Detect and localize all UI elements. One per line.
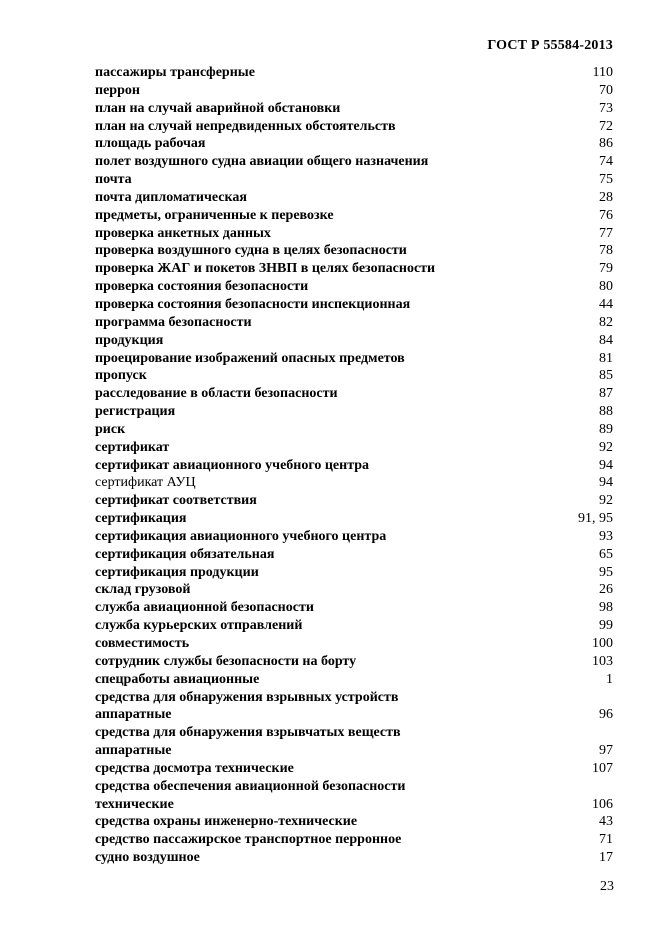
index-term: средство пассажирское транспортное перронное [95, 832, 402, 848]
page-number: 23 [600, 879, 614, 894]
index-entry [95, 653, 613, 671]
index-page-ref: 92 [599, 493, 613, 509]
index-page-ref: 44 [599, 296, 613, 312]
index-entry [95, 64, 613, 82]
index-entry [95, 439, 613, 457]
index-page-ref: 94 [599, 457, 613, 473]
index-term: сертификация [95, 511, 187, 527]
index-entry [95, 831, 613, 849]
index-page-ref: 28 [599, 189, 613, 205]
index-entry [95, 171, 613, 189]
index-page-ref: 85 [599, 368, 613, 384]
index-entry [95, 189, 613, 207]
index-entry [95, 599, 613, 617]
index-page-ref: 84 [599, 332, 613, 348]
index-term: проверка воздушного судна в целях безопасности [95, 243, 407, 259]
index-term: проверка состояния безопасности инспекционная [95, 296, 411, 312]
index-term: склад грузовой [95, 582, 191, 598]
index-page-ref: 95 [599, 564, 613, 580]
index-term: служба авиационной безопасности [95, 600, 314, 616]
index-page-ref: 72 [599, 118, 613, 134]
index-term-line: аппаратные [95, 743, 172, 759]
index-term: проецирование изображений опасных предметов [95, 350, 405, 366]
index-entry [95, 135, 613, 153]
index-entry [95, 492, 613, 510]
index-page-ref: 77 [599, 225, 613, 241]
index-term: регистрация [95, 404, 176, 420]
index-entry [95, 153, 613, 171]
index-entry [95, 278, 613, 296]
index-entry [95, 813, 613, 831]
index-page-ref: 81 [599, 350, 613, 366]
index-term: сертификация продукции [95, 564, 259, 580]
index-page-ref: 78 [599, 243, 613, 259]
index-term-line: аппаратные [95, 707, 172, 723]
index-entry [95, 778, 613, 814]
index-term: средства досмотра технические [95, 760, 294, 776]
index-entry [95, 671, 613, 689]
index-term: план на случай непредвиденных обстоятельств [95, 118, 396, 134]
index-term [95, 778, 613, 814]
index-entry [95, 546, 613, 564]
index-entry [95, 510, 613, 528]
index-entry [95, 528, 613, 546]
index-page-ref: 43 [599, 814, 613, 830]
index-entry [95, 367, 613, 385]
index-page-ref: 26 [599, 582, 613, 598]
index-term: перрон [95, 82, 140, 98]
index-entry [95, 332, 613, 350]
index-term: сертификация авиационного учебного центра [95, 528, 387, 544]
index-term: служба курьерских отправлений [95, 618, 303, 634]
index-page-ref: 74 [599, 154, 613, 170]
index-term: сертификат [95, 439, 170, 455]
index-term: пропуск [95, 368, 147, 384]
index-entry [95, 118, 613, 136]
index-term: расследование в области безопасности [95, 386, 338, 402]
index-entry [95, 724, 613, 760]
index-term: почта дипломатическая [95, 189, 247, 205]
index-term: проверка состояния безопасности [95, 279, 309, 295]
document-header: ГОСТ Р 55584-2013 [487, 38, 613, 53]
index-entry [95, 385, 613, 403]
index-entry [95, 403, 613, 421]
index-term: почта [95, 172, 132, 188]
index-term: судно воздушное [95, 850, 200, 866]
index-page-ref: 80 [599, 279, 613, 295]
index-page-ref: 79 [599, 261, 613, 277]
index-entry [95, 617, 613, 635]
index-term: план на случай аварийной обстановки [95, 100, 341, 116]
index-page-ref: 94 [599, 475, 613, 491]
index-page-ref: 86 [599, 136, 613, 152]
index-term: программа безопасности [95, 314, 252, 330]
index-entry [95, 474, 613, 492]
index-page-ref: 65 [599, 546, 613, 562]
index-page-ref: 70 [599, 82, 613, 98]
index-term: сертификация обязательная [95, 546, 275, 562]
index-entry [95, 760, 613, 778]
index-page-ref: 106 [592, 796, 613, 812]
index-term: сертификат авиационного учебного центра [95, 457, 370, 473]
index-entry [95, 296, 613, 314]
index-page-ref: 73 [599, 100, 613, 116]
index-page-ref: 99 [599, 618, 613, 634]
index-term: средства охраны инженерно-технические [95, 814, 358, 830]
index-page-ref: 91, 95 [578, 511, 613, 527]
index-term: сертификат АУЦ [95, 475, 196, 491]
index-term: спецработы авиационные [95, 671, 260, 687]
index-page-ref: 98 [599, 600, 613, 616]
index-page-ref: 17 [599, 850, 613, 866]
index-page-ref: 110 [592, 65, 613, 80]
index-entry [95, 314, 613, 332]
term-index [95, 64, 613, 867]
index-entry [95, 457, 613, 475]
index-entry [95, 421, 613, 439]
index-term: пассажиры трансферные [95, 65, 255, 80]
index-page-ref: 103 [592, 653, 613, 669]
index-page-ref: 82 [599, 314, 613, 330]
index-entry [95, 564, 613, 582]
index-entry [95, 635, 613, 653]
index-page-ref: 97 [599, 743, 613, 759]
index-page-ref: 88 [599, 404, 613, 420]
index-term-line: средства обеспечения авиационной безопасности [95, 778, 406, 794]
index-entry [95, 689, 613, 725]
index-entry [95, 82, 613, 100]
index-entry [95, 225, 613, 243]
index-term: продукция [95, 332, 164, 348]
index-page-ref: 71 [599, 832, 613, 848]
index-entry [95, 581, 613, 599]
index-term-line: средства для обнаружения взрывчатых веществ [95, 725, 401, 741]
index-page-ref: 87 [599, 386, 613, 402]
index-term: совместимость [95, 636, 190, 651]
index-page-ref: 1 [606, 671, 613, 687]
index-term: предметы, ограниченные к перевозке [95, 207, 334, 223]
index-term: риск [95, 421, 126, 437]
index-entry [95, 849, 613, 867]
index-term [95, 689, 613, 725]
index-page-ref: 75 [599, 172, 613, 188]
index-entry [95, 100, 613, 118]
index-term: проверка ЖАГ и покетов ЗНВП в целях безопасности [95, 261, 436, 277]
index-term: сотрудник службы безопасности на борту [95, 653, 357, 669]
index-term: площадь рабочая [95, 136, 206, 152]
index-term [95, 724, 613, 760]
index-entry [95, 350, 613, 368]
index-term-line: средства для обнаружения взрывных устройств [95, 689, 399, 705]
index-page-ref: 96 [599, 707, 613, 723]
index-entry [95, 207, 613, 225]
index-term: сертификат соответствия [95, 493, 257, 509]
index-term: полет воздушного судна авиации общего назначения [95, 154, 429, 170]
index-page-ref: 76 [599, 207, 613, 223]
index-entry [95, 260, 613, 278]
index-page-ref: 93 [599, 528, 613, 544]
index-entry [95, 242, 613, 260]
index-term: проверка анкетных данных [95, 225, 271, 241]
index-page-ref: 89 [599, 421, 613, 437]
index-page-ref: 100 [592, 636, 613, 651]
index-page-ref: 107 [592, 760, 613, 776]
index-term-line: технические [95, 796, 174, 812]
index-page-ref: 92 [599, 439, 613, 455]
